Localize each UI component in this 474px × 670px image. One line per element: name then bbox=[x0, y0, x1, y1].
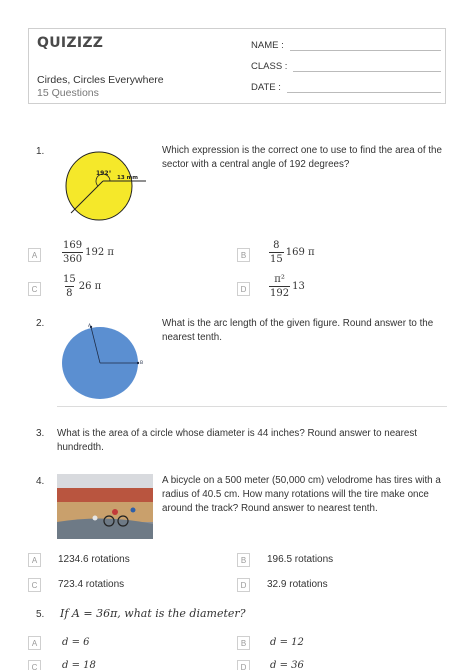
q5-option-c[interactable]: d = 18 bbox=[62, 660, 96, 670]
q5-option-b-letter[interactable]: B bbox=[237, 636, 250, 650]
worksheet-header bbox=[28, 28, 446, 104]
q4-option-a[interactable]: 1234.6 rotations bbox=[58, 554, 130, 565]
q2-point-a-label: A bbox=[88, 324, 92, 329]
q5-option-a[interactable]: d = 6 bbox=[62, 637, 90, 648]
quiz-title: Cirdes, Circles Everywhere bbox=[37, 74, 164, 86]
q1-option-a-numerator: 169 bbox=[63, 240, 83, 251]
question-2-text: What is the arc length of the given figure. Round answer to the nearest tenth. bbox=[162, 318, 434, 343]
q4-velodrome-photo bbox=[57, 474, 153, 539]
q2-circle-figure bbox=[58, 321, 150, 401]
q1-option-d-rest: 13 bbox=[292, 281, 305, 292]
q5-option-b[interactable]: d = 12 bbox=[270, 637, 304, 648]
question-4-number: 4. bbox=[36, 476, 45, 487]
q1-option-a-letter[interactable]: A bbox=[28, 248, 41, 262]
q1-option-b-rest: 169 π bbox=[285, 247, 315, 258]
q1-option-c-fraction bbox=[62, 274, 77, 299]
q1-option-b-numerator: 8 bbox=[273, 240, 280, 251]
name-field[interactable] bbox=[251, 40, 441, 51]
q4-option-d[interactable]: 32.9 rotations bbox=[267, 579, 328, 590]
q1-option-d-denominator: 192 bbox=[270, 288, 290, 299]
q1-option-b-fraction bbox=[269, 240, 284, 265]
q1-option-c-denominator: 8 bbox=[66, 288, 73, 299]
q5-option-c-letter[interactable]: C bbox=[28, 660, 41, 670]
question-5-text: If A = 36π, what is the diameter? bbox=[60, 607, 246, 620]
q4-option-a-letter[interactable]: A bbox=[28, 553, 41, 567]
divider bbox=[57, 406, 447, 407]
q5-option-a-letter[interactable]: A bbox=[28, 636, 41, 650]
q1-option-c-numerator: 15 bbox=[63, 274, 76, 285]
date-line[interactable] bbox=[287, 83, 441, 93]
date-field[interactable] bbox=[251, 82, 441, 93]
q1-option-b-denominator: 15 bbox=[270, 254, 283, 265]
q1-sector-figure bbox=[62, 148, 152, 226]
class-label: CLASS : bbox=[251, 61, 288, 72]
q1-option-c[interactable] bbox=[62, 274, 101, 299]
q1-option-d[interactable] bbox=[269, 274, 305, 299]
class-field[interactable] bbox=[251, 61, 441, 72]
question-1-number: 1. bbox=[36, 146, 45, 157]
q1-option-c-letter[interactable]: C bbox=[28, 282, 41, 296]
date-label: DATE : bbox=[251, 82, 281, 93]
q4-option-b-letter[interactable]: B bbox=[237, 553, 250, 567]
q1-angle-label: 192° bbox=[96, 170, 112, 177]
q1-option-c-rest: 26 π bbox=[78, 281, 102, 292]
q1-option-d-numerator: π² bbox=[274, 274, 285, 285]
q4-option-d-letter[interactable]: D bbox=[237, 578, 250, 592]
q4-option-c-letter[interactable]: C bbox=[28, 578, 41, 592]
q1-option-d-letter[interactable]: D bbox=[237, 282, 250, 296]
q1-option-a-rest: 192 π bbox=[85, 247, 114, 258]
q1-option-d-fraction bbox=[269, 274, 290, 299]
question-3-number: 3. bbox=[36, 428, 45, 439]
q4-option-c[interactable]: 723.4 rotations bbox=[58, 579, 125, 590]
question-1-text: Which expression is the correct one to use to find the area of the sector with a central angle of 192 degrees? bbox=[162, 145, 442, 170]
question-2-number: 2. bbox=[36, 318, 45, 329]
q4-option-b[interactable]: 196.5 rotations bbox=[267, 554, 334, 565]
q1-option-b[interactable] bbox=[269, 240, 315, 265]
q5-option-d[interactable]: d = 36 bbox=[270, 660, 304, 670]
question-3-text: What is the area of a circle whose diameter is 44 inches? Round answer to nearest hundredth. bbox=[57, 428, 417, 453]
q1-option-a[interactable] bbox=[62, 240, 114, 265]
q5-option-d-letter[interactable]: D bbox=[237, 660, 250, 670]
q1-option-a-denominator: 360 bbox=[63, 254, 83, 265]
name-label: NAME : bbox=[251, 40, 284, 51]
quizizz-logo: QUIZIZZ bbox=[37, 35, 104, 51]
question-count: 15 Questions bbox=[37, 87, 99, 99]
name-line[interactable] bbox=[290, 41, 441, 51]
q1-option-b-letter[interactable]: B bbox=[237, 248, 250, 262]
q1-radius-label: 13 mm bbox=[117, 175, 139, 181]
question-5-number: 5. bbox=[36, 609, 45, 620]
q2-point-b-label: B bbox=[140, 361, 144, 366]
class-line[interactable] bbox=[293, 62, 441, 72]
question-4-text: A bicycle on a 500 meter (50,000 cm) velodrome has tires with a radius of 40.5 cm. How many rotations will the tire make once around the track? Round answer to nearest tenth. bbox=[162, 475, 441, 514]
q1-option-a-fraction bbox=[62, 240, 83, 265]
